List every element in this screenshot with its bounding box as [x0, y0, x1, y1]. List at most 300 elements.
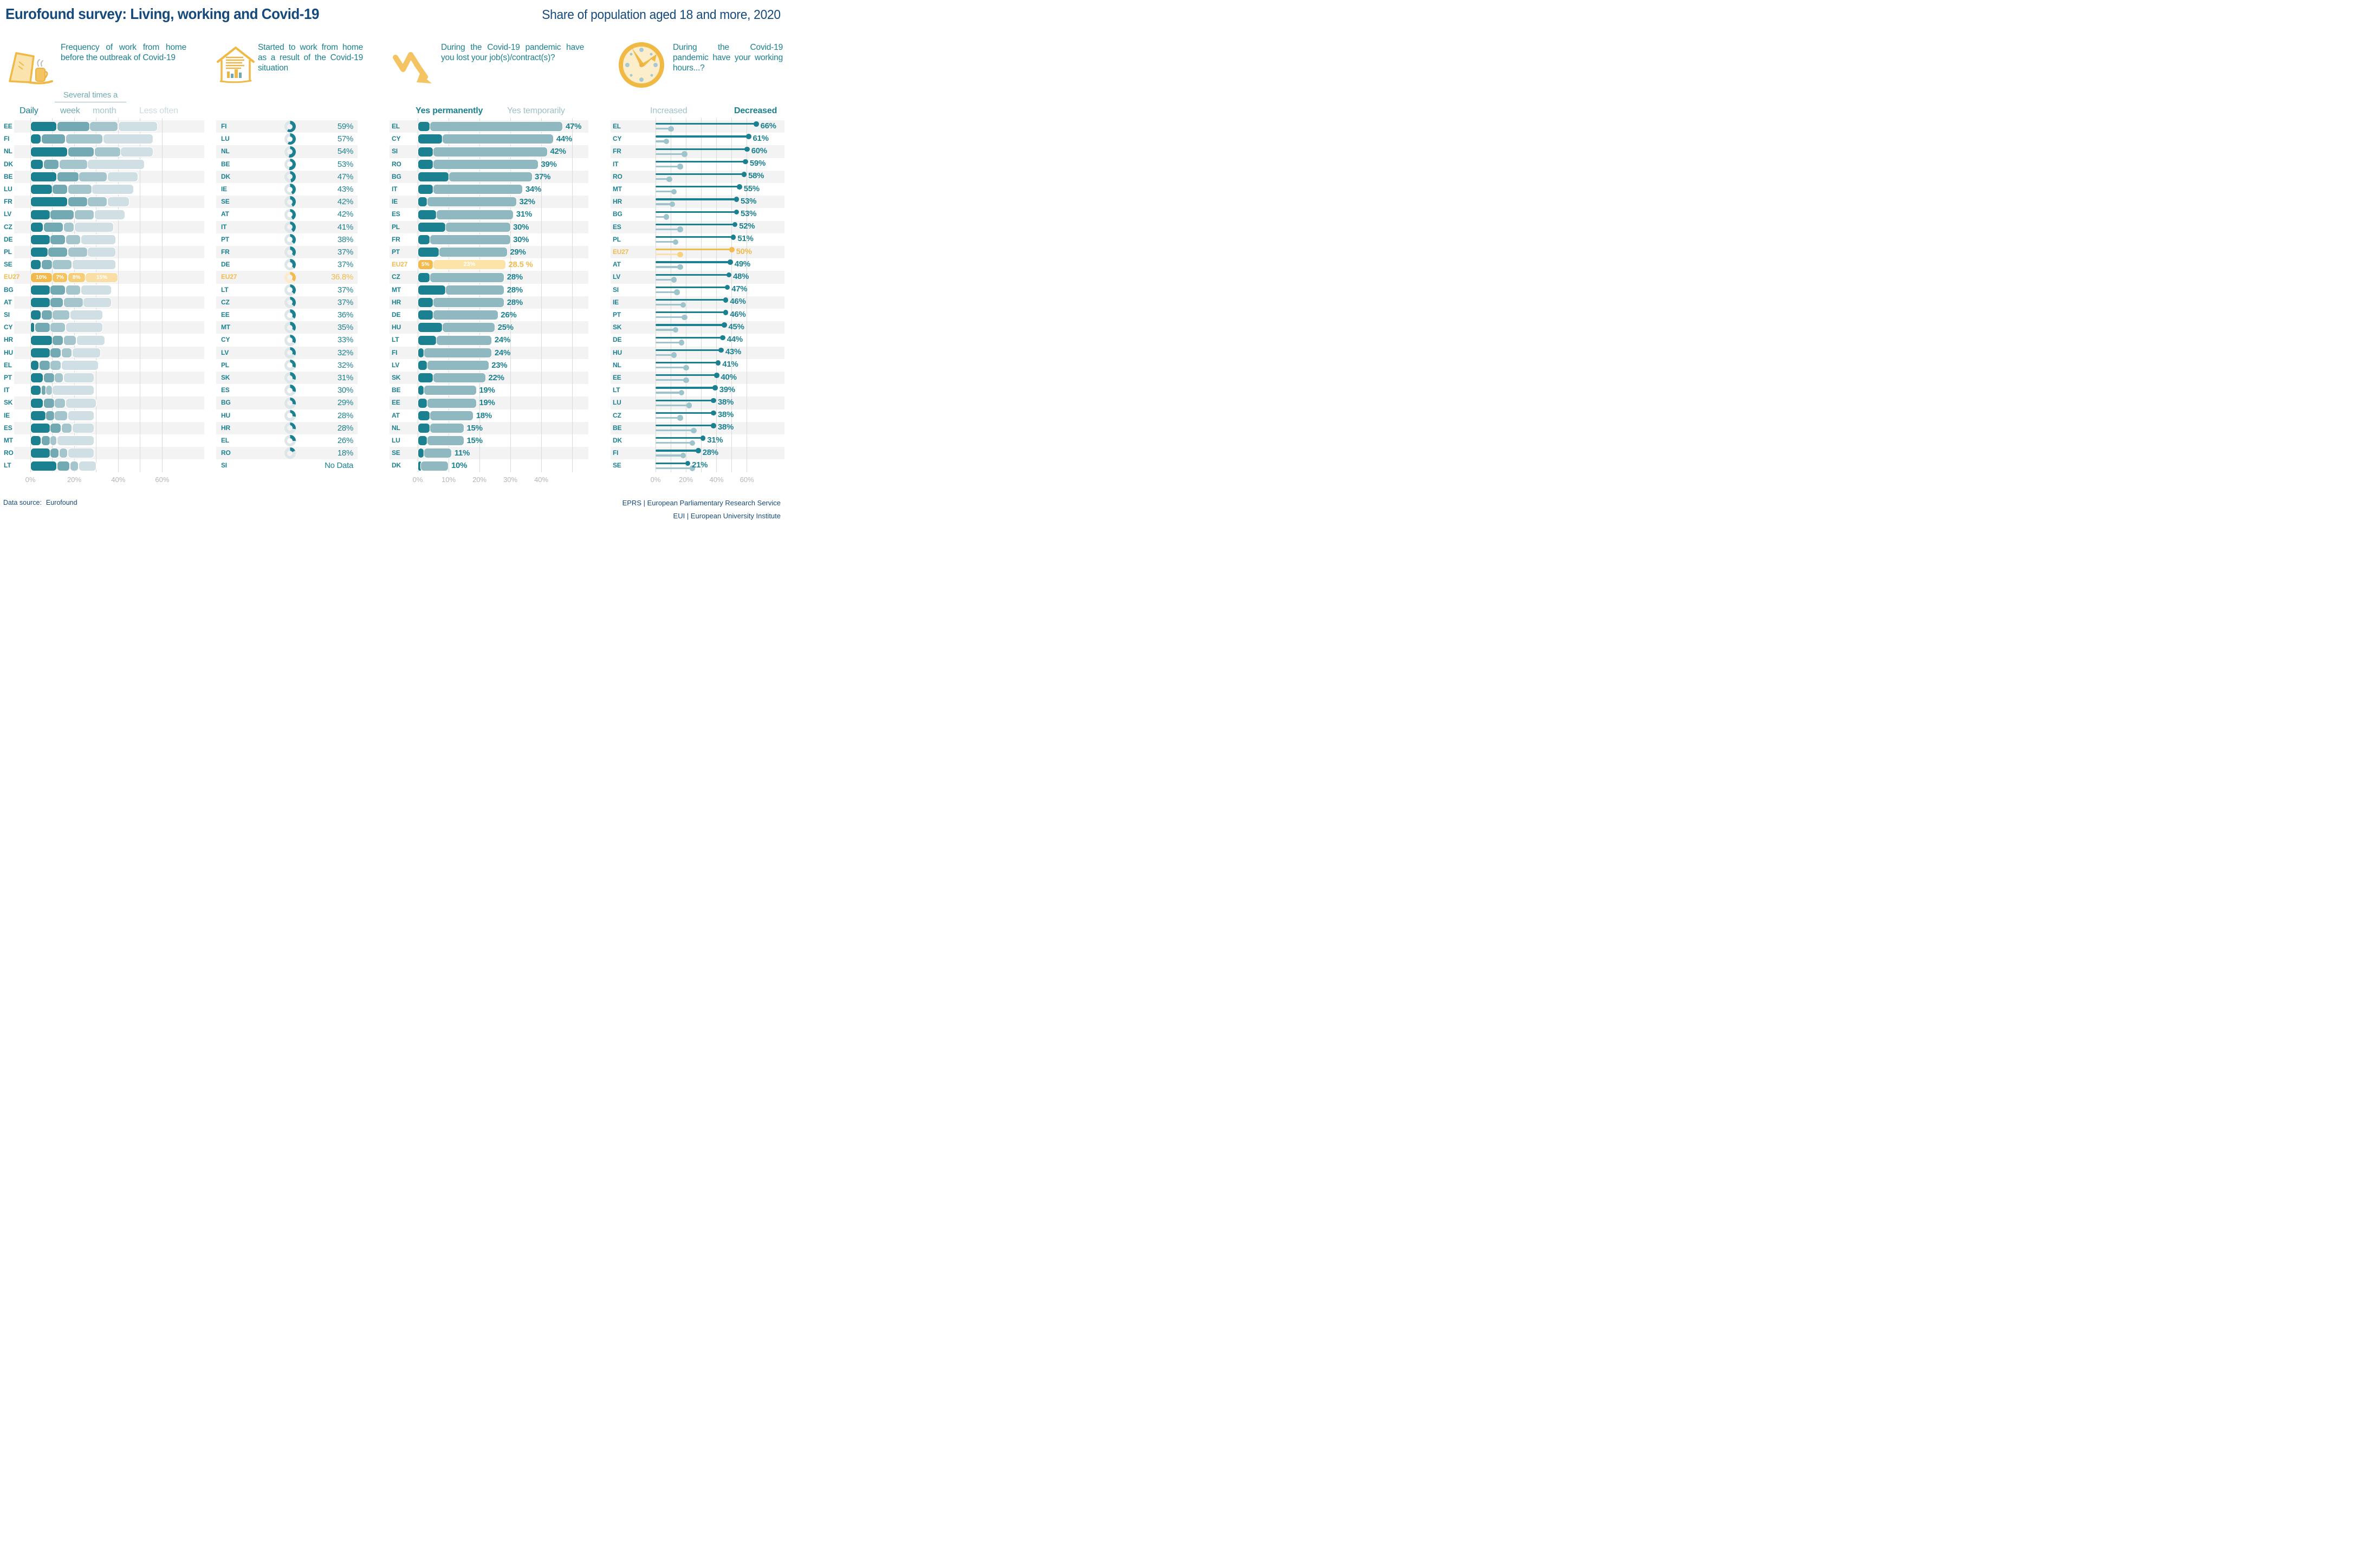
lollipop-stem-increased [656, 253, 680, 255]
country-label-IE: IE [613, 298, 619, 306]
donut-value: 42% [337, 197, 353, 207]
lollipop-dot-decreased [716, 360, 721, 366]
axis-tick-label: 20% [679, 476, 693, 484]
bar-segment [62, 361, 98, 370]
axis-gridline [118, 118, 119, 472]
bar-segment [31, 172, 56, 181]
country-label-DE: DE [392, 311, 401, 318]
lollipop-stem-increased [656, 266, 680, 268]
bar-segment [95, 147, 120, 157]
bar-segment [42, 260, 52, 269]
country-label-NL: NL [392, 424, 400, 432]
bar-total-value: 30% [513, 222, 529, 232]
lollipop-stem-decreased [656, 362, 718, 363]
lollipop-dot-increased [666, 177, 672, 183]
axis-tick-label: 40% [111, 476, 126, 484]
bar-segment [50, 210, 74, 219]
bar-segment-temporarily [427, 399, 476, 408]
bar-segment [68, 185, 92, 194]
donut-chart [284, 322, 296, 333]
dumbbell-value: 46% [730, 309, 746, 319]
bar-segment-temporarily [437, 210, 514, 219]
lollipop-stem-decreased [656, 387, 715, 388]
lollipop-dot-decreased [720, 335, 725, 341]
country-label-SE: SE [613, 461, 621, 470]
country-label-EE: EE [221, 311, 230, 318]
dumbbell-value: 38% [717, 422, 734, 432]
lollipop-dot-increased [677, 252, 683, 258]
bar-segment [31, 399, 43, 408]
bar-segment-temporarily [427, 361, 489, 370]
axis-tick-label: 0% [25, 476, 36, 484]
lollipop-stem-increased [656, 467, 692, 469]
bar-total-value: 34% [525, 185, 542, 194]
donut-value: 37% [337, 248, 353, 257]
lollipop-dot-increased [680, 302, 686, 308]
lollipop-dot-decreased [723, 297, 729, 303]
lollipop-dot-increased [682, 151, 687, 157]
country-label-AT: AT [613, 261, 621, 269]
bar-segment [60, 448, 68, 458]
lollipop-dot-increased [674, 289, 680, 295]
country-label-CZ: CZ [221, 298, 230, 306]
bar-segment [79, 461, 96, 471]
lollipop-dot-decreased [696, 448, 701, 453]
country-label-SK: SK [4, 399, 13, 407]
bar-segment-temporarily [439, 248, 507, 257]
donut-chart [284, 184, 296, 195]
axis-gridline [162, 118, 163, 472]
donut-chart [284, 222, 296, 233]
country-label-RO: RO [4, 449, 14, 457]
country-label-LV: LV [392, 361, 400, 369]
bar-segment-permanently [418, 235, 430, 244]
axis-tick-label: 30% [503, 476, 518, 484]
bar-segment-temporarily [433, 310, 498, 320]
lollipop-stem-decreased [656, 324, 724, 326]
lollipop-dot-increased [683, 365, 689, 371]
bar-segment [31, 348, 50, 357]
legend-less-often: Less often [139, 106, 178, 115]
country-label-PT: PT [613, 311, 621, 318]
lollipop-dot-increased [664, 139, 670, 145]
lollipop-dot-increased [686, 402, 692, 408]
bar-total-value: 44% [556, 134, 573, 144]
data-source-label: Data source: [3, 499, 42, 506]
country-label-SK: SK [392, 374, 401, 381]
country-label-HU: HU [392, 323, 401, 331]
lollipop-dot-increased [668, 126, 674, 132]
bar-segment [88, 197, 107, 206]
panel1-title: Frequency of work from home before the outbreak of Covid-19 [61, 43, 186, 63]
bar-segment [79, 172, 107, 181]
country-label-CZ: CZ [4, 223, 12, 231]
bar-segment [108, 197, 129, 206]
bar-segment [66, 323, 102, 332]
donut-value: 38% [337, 235, 353, 244]
bar-segment-temporarily [437, 336, 492, 345]
donut-value: 28% [337, 411, 353, 420]
bar-segment [31, 122, 56, 131]
donut-value: 28% [337, 423, 353, 433]
country-label-DK: DK [221, 172, 230, 180]
bar-segment [64, 298, 83, 307]
dumbbell-value: 43% [725, 347, 742, 357]
bar-segment-temporarily [424, 386, 476, 395]
axis-gridline [30, 118, 31, 472]
lollipop-dot-decreased [734, 210, 740, 215]
bar-segment-permanently [418, 386, 424, 395]
bar-segment [57, 172, 79, 181]
donut-value: 30% [337, 386, 353, 395]
bar-segment [68, 411, 94, 420]
credit-line: EUI | European University Institute [673, 512, 781, 521]
lollipop-dot-increased [690, 440, 696, 446]
bar-segment-permanently [418, 223, 445, 232]
bar-segment [70, 310, 102, 320]
credits [622, 497, 781, 523]
donut-value: 35% [337, 323, 353, 333]
bar-segment-temporarily [443, 323, 495, 332]
country-label-CZ: CZ [392, 273, 400, 281]
lollipop-dot-decreased [718, 348, 724, 353]
bar-segment [31, 260, 41, 269]
panel4-title: During the Covid-19 pandemic have your working hours...? [673, 43, 783, 73]
table-row-stripe [611, 347, 784, 359]
bar-segment [31, 310, 41, 320]
lollipop-dot-increased [673, 239, 679, 245]
bar-segment-permanently [418, 197, 427, 206]
bar-segment-permanently [418, 285, 445, 295]
country-label-LT: LT [392, 336, 399, 344]
bar-segment [31, 461, 56, 471]
country-label-ES: ES [4, 424, 12, 432]
bar-segment-permanently [418, 323, 443, 332]
country-label-EE: EE [4, 122, 12, 130]
lollipop-stem-decreased [656, 374, 717, 376]
donut-chart [284, 146, 296, 158]
country-label-AT: AT [221, 210, 229, 218]
donut-value: 31% [337, 373, 353, 382]
legend-decreased: Decreased [734, 106, 777, 115]
country-label-EU27: EU27 [613, 248, 629, 256]
country-label-EE: EE [392, 399, 400, 407]
country-label-FR: FR [4, 198, 12, 206]
bar-total-value: 32% [519, 197, 535, 207]
bar-segment-permanently [418, 424, 430, 433]
country-label-NL: NL [4, 147, 12, 155]
bar-segment [44, 373, 54, 382]
bar-segment [31, 298, 50, 307]
bar-segment [60, 160, 87, 169]
lollipop-stem-decreased [656, 249, 732, 250]
bar-total-value: 25% [497, 323, 514, 333]
bar-segment [81, 285, 111, 295]
lollipop-dot-decreased [711, 411, 716, 416]
bar-segment [73, 424, 94, 433]
country-label-EU27: EU27 [221, 273, 237, 281]
lollipop-stem-decreased [656, 211, 736, 213]
country-label-BE: BE [4, 172, 13, 180]
country-label-IT: IT [4, 386, 10, 394]
country-label-IT: IT [392, 185, 398, 193]
country-label-MT: MT [392, 285, 401, 294]
country-label-CZ: CZ [613, 411, 621, 419]
lollipop-stem-decreased [656, 135, 749, 137]
axis-tick-label: 60% [155, 476, 170, 484]
country-label-DE: DE [4, 235, 13, 243]
donut-chart [284, 272, 296, 283]
country-label-SK: SK [221, 374, 230, 381]
bar-segment [64, 336, 76, 345]
bar-segment [42, 436, 50, 445]
lollipop-dot-decreased [734, 197, 740, 202]
dumbbell-value: 61% [753, 133, 769, 143]
bar-segment: 10% [31, 273, 52, 282]
bar-segment-temporarily: 23% [433, 260, 505, 269]
country-label-LV: LV [221, 348, 229, 356]
bar-total-value: 42% [550, 147, 566, 157]
axis-gridline [572, 118, 573, 472]
lollipop-stem-increased [656, 442, 692, 444]
bar-segment-permanently: 5% [418, 260, 433, 269]
bar-segment [108, 172, 138, 181]
country-label-FI: FI [4, 135, 10, 143]
table-row-stripe [611, 221, 784, 233]
country-label-PL: PL [4, 248, 12, 256]
lollipop-dot-increased [677, 226, 683, 232]
country-label-SI: SI [4, 311, 10, 318]
table-row-stripe [611, 422, 784, 434]
country-label-IE: IE [4, 411, 10, 419]
bar-segment [42, 134, 65, 144]
donut-chart [284, 159, 296, 170]
bar-segment [66, 285, 81, 295]
lollipop-stem-decreased [656, 148, 747, 150]
bar-segment [92, 185, 133, 194]
credit-line: EPRS | European Parliamentary Research Service [622, 499, 781, 507]
bar-segment [121, 147, 153, 157]
donut-chart [284, 385, 296, 396]
country-label-SI: SI [392, 147, 398, 155]
country-label-LU: LU [4, 185, 12, 193]
data-source [3, 499, 77, 506]
donut-value: 47% [337, 172, 353, 181]
bar-segment [95, 210, 125, 219]
bar-segment-permanently [418, 172, 449, 181]
donut-chart [284, 209, 296, 220]
donut-chart [284, 335, 296, 346]
bar-segment [50, 348, 61, 357]
clock-icon [618, 41, 665, 92]
bar-segment [75, 210, 94, 219]
bar-segment [66, 235, 81, 244]
bar-segment [31, 235, 50, 244]
bar-segment [57, 436, 94, 445]
lollipop-stem-decreased [656, 261, 730, 263]
lollipop-stem-decreased [656, 311, 725, 313]
bar-segment [62, 348, 72, 357]
country-label-EL: EL [613, 122, 621, 130]
dumbbell-value: 59% [749, 159, 766, 168]
country-label-LU: LU [392, 437, 400, 444]
bar-segment-permanently [418, 122, 430, 131]
dumbbell-value: 51% [737, 234, 754, 244]
bar-segment [44, 223, 63, 232]
country-label-RO: RO [392, 160, 401, 168]
bar-segment [64, 373, 94, 382]
dumbbell-value: 28% [702, 447, 718, 457]
decline-arrow-icon [393, 50, 435, 87]
page-subtitle: Share of population aged 18 and more, 2020 [542, 8, 781, 22]
bar-segment-temporarily [427, 436, 464, 445]
country-label-PT: PT [392, 248, 400, 256]
country-label-BE: BE [392, 386, 401, 394]
country-label-RO: RO [221, 449, 231, 457]
donut-chart [284, 196, 296, 207]
donut-value: 41% [337, 222, 353, 232]
bar-segment [31, 323, 35, 332]
dumbbell-value: 58% [748, 171, 764, 181]
bar-segment [57, 461, 70, 471]
country-label-PT: PT [4, 374, 12, 381]
bar-segment [50, 448, 59, 458]
donut-value: 32% [337, 360, 353, 370]
lollipop-dot-increased [671, 189, 677, 195]
country-label-LU: LU [221, 135, 230, 143]
country-label-ES: ES [392, 210, 400, 218]
donut-chart [284, 121, 296, 132]
axis-tick-label: 40% [534, 476, 549, 484]
bar-segment [31, 361, 39, 370]
country-label-FI: FI [221, 122, 227, 130]
donut-value: 37% [337, 285, 353, 295]
country-label-BE: BE [221, 160, 230, 168]
bar-segment [119, 122, 157, 131]
donut-chart [284, 171, 296, 183]
bar-segment [68, 448, 94, 458]
bar-segment [55, 373, 63, 382]
country-label-LT: LT [221, 285, 229, 294]
lollipop-stem-increased [656, 454, 683, 456]
lollipop-stem-decreased [656, 186, 740, 187]
lollipop-stem-increased [656, 379, 686, 381]
bar-segment-permanently [418, 361, 427, 370]
axis-tick-label: 0% [650, 476, 661, 484]
lollipop-stem-increased [656, 342, 682, 343]
bar-segment [50, 323, 65, 332]
lollipop-dot-decreased [754, 121, 759, 127]
bar-segment-temporarily [433, 185, 522, 194]
bar-segment-permanently [418, 248, 439, 257]
country-label-BE: BE [613, 424, 622, 432]
country-label-HU: HU [4, 348, 13, 356]
lollipop-dot-decreased [737, 184, 742, 190]
lollipop-stem-increased [656, 417, 680, 419]
bar-segment-permanently [418, 436, 427, 445]
donut-chart [284, 309, 296, 321]
country-label-SI: SI [221, 461, 227, 470]
country-label-HR: HR [221, 424, 230, 432]
bar-total-value: 10% [451, 461, 468, 471]
lollipop-dot-decreased [711, 398, 716, 404]
bar-segment [62, 424, 72, 433]
bar-segment-permanently [418, 310, 433, 320]
bar-segment-temporarily [424, 348, 492, 357]
bar-segment [31, 160, 43, 169]
bar-segment [83, 298, 111, 307]
lollipop-stem-increased [656, 405, 689, 406]
bar-segment [75, 223, 113, 232]
country-label-FR: FR [221, 248, 230, 256]
country-label-FI: FI [613, 449, 619, 457]
lollipop-dot-increased [683, 378, 689, 383]
axis-tick-label: 40% [709, 476, 724, 484]
bar-segment-temporarily [430, 411, 473, 420]
lollipop-dot-increased [682, 315, 687, 321]
country-label-PL: PL [392, 223, 400, 231]
bar-segment [70, 461, 79, 471]
country-label-DE: DE [221, 261, 230, 269]
bar-segment-temporarily [449, 172, 532, 181]
country-label-LT: LT [4, 461, 11, 470]
bar-segment [31, 248, 48, 257]
legend-week: week [60, 106, 80, 115]
country-label-AT: AT [4, 298, 12, 306]
bar-segment [50, 436, 56, 445]
lollipop-dot-increased [677, 264, 683, 270]
bar-segment [31, 197, 67, 206]
bar-segment [53, 310, 69, 320]
bar-total-value: 22% [488, 373, 504, 382]
table-row-stripe [611, 246, 784, 258]
axis-gridline [716, 118, 717, 472]
donut-chart [284, 246, 296, 258]
donut-chart [284, 284, 296, 296]
bar-segment-temporarily [443, 134, 553, 144]
country-label-BG: BG [221, 399, 231, 407]
bar-segment [64, 223, 74, 232]
bar-segment [73, 348, 100, 357]
lollipop-stem-decreased [656, 463, 687, 464]
country-label-BG: BG [4, 285, 14, 294]
dumbbell-value: 50% [736, 246, 752, 256]
donut-value: 43% [337, 185, 353, 194]
country-label-MT: MT [4, 437, 13, 444]
lollipop-dot-decreased [742, 172, 747, 177]
infographic-canvas [0, 0, 787, 523]
bar-segment-temporarily [427, 197, 516, 206]
donut-chart [284, 259, 296, 270]
lollipop-stem-decreased [656, 337, 723, 339]
bar-segment [31, 285, 50, 295]
country-label-LT: LT [613, 386, 620, 394]
bar-segment [77, 336, 105, 345]
bar-total-value: 18% [476, 411, 492, 420]
bar-segment [31, 134, 41, 144]
bar-segment [57, 122, 89, 131]
lollipop-stem-decreased [656, 161, 745, 162]
country-label-CY: CY [613, 135, 622, 143]
bar-segment [66, 399, 96, 408]
bar-segment [53, 185, 67, 194]
country-label-CY: CY [4, 323, 13, 331]
bar-segment [73, 260, 116, 269]
bar-segment [50, 298, 63, 307]
country-label-HU: HU [221, 411, 230, 419]
bar-segment-temporarily [433, 160, 538, 169]
country-label-PT: PT [221, 235, 229, 243]
